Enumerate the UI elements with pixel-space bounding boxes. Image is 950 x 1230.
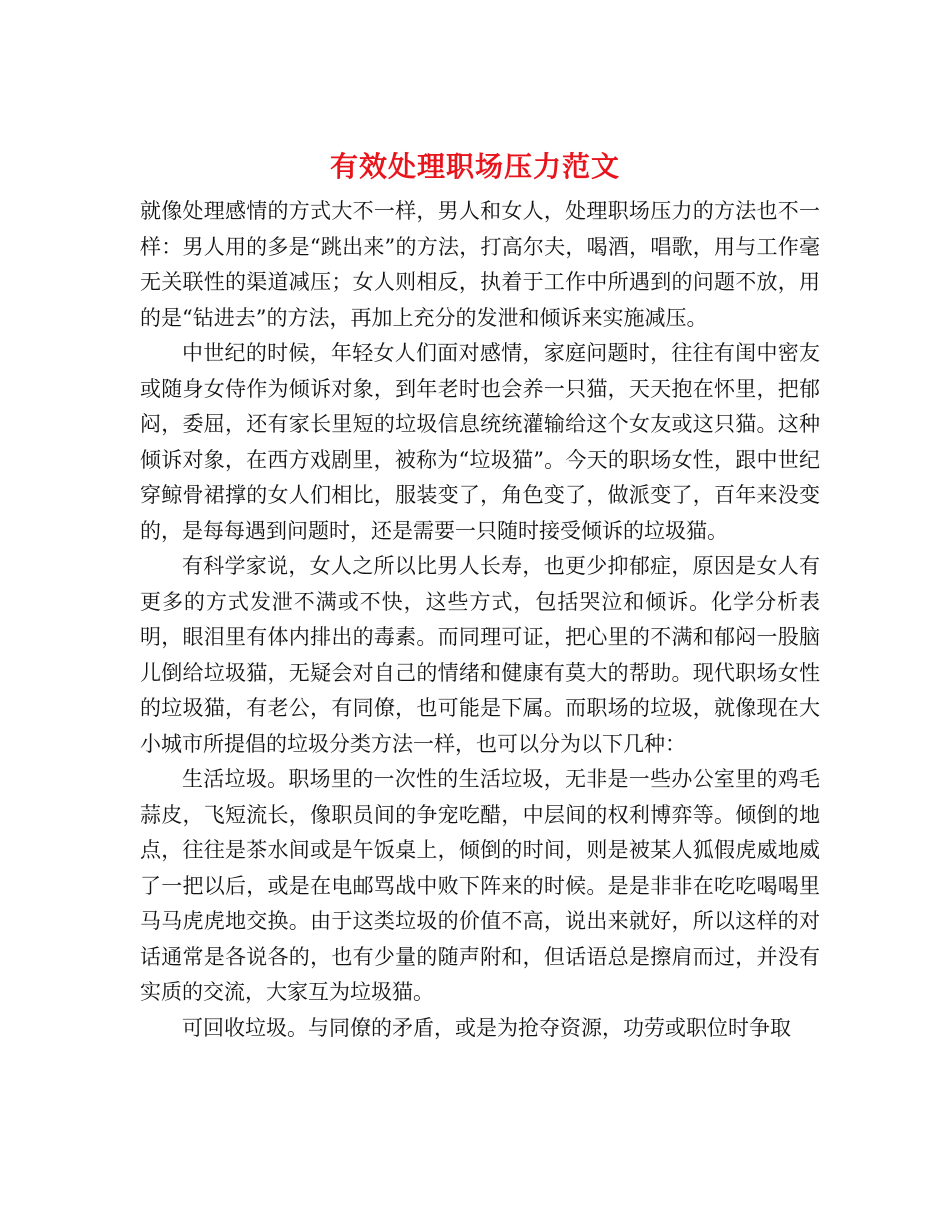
document-title: 有效处理职场压力范文 bbox=[329, 149, 620, 183]
document-body bbox=[140, 194, 820, 1046]
paragraph: 生活垃圾。职场里的一次性的生活垃圾，无非是一些办公室里的鸡毛蒜皮，飞短流长，像职员间的争宠吃醋，中层间的权利博弈等。倾倒的地点，往往是茶水间或是午饭桌上，倾倒的时间，则是被某人狐假虎威地威了一把以后，或是在电邮骂战中败下阵来的时候。是是非非在吃吃喝喝里马马虎虎地交换。由于这类垃圾的价值不高，说出来就好，所以这样的对话通常是各说各的，也有少量的随声附和，但话语总是擦肩而过，并没有实质的交流，大家互为垃圾猫。 bbox=[140, 767, 820, 1004]
paragraph: 有科学家说，女人之所以比男人长寿，也更少抑郁症，原因是女人有更多的方式发泄不满或不快，这些方式，包括哭泣和倾诉。化学分析表明，眼泪里有体内排出的毒素。而同理可证，把心里的不满和郁闷一股脑儿倒给垃圾猫，无疑会对自己的情绪和健康有莫大的帮助。现代职场女性的垃圾猫，有老公，有同僚，也可能是下属。而职场的垃圾，就像现在大小城市所提倡的垃圾分类方法一样，也可以分为以下几种： bbox=[140, 554, 820, 756]
paragraph: 可回收垃圾。与同僚的矛盾，或是为抢夺资源，功劳或职位时争取 bbox=[182, 1015, 791, 1040]
paragraph: 就像处理感情的方式大不一样，男人和女人，处理职场压力的方法也不一样：男人用的多是“跳出来”的方法，打高尔夫，喝酒，唱歌，用与工作毫无关联性的渠道减压；女人则相反，执着于工作中所遇到的问题不放，用的是“钻进去”的方法，再加上充分的发泄和倾诉来实施减压。 bbox=[140, 199, 820, 330]
paragraph: 中世纪的时候，年轻女人们面对感情，家庭问题时，往往有闺中密友或随身女侍作为倾诉对象，到年老时也会养一只猫，天天抱在怀里，把郁闷，委屈，还有家长里短的垃圾信息统统灌输给这个女友或这只猫。这种倾诉对象，在西方戏剧里，被称为“垃圾猫”。今天的职场女性，跟中世纪穿鲸骨裙撑的女人们相比，服装变了，角色变了，做派变了，百年来没变的，是每每遇到问题时，还是需要一只随时接受倾诉的垃圾猫。 bbox=[140, 341, 820, 543]
